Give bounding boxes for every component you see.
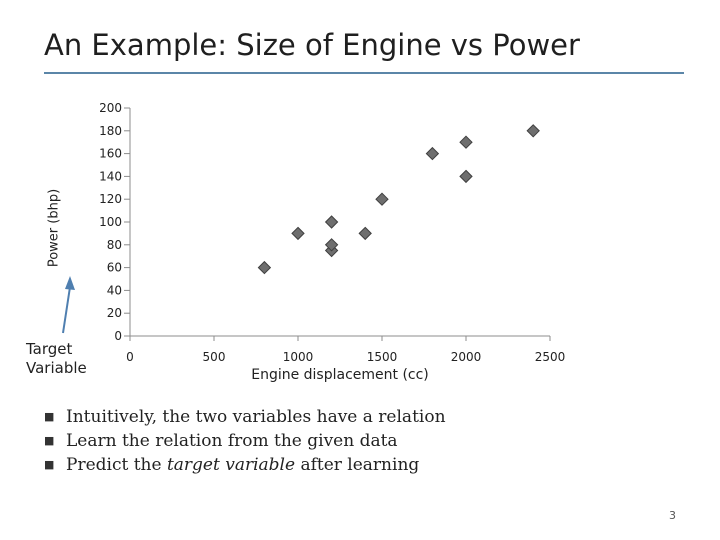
y-axis-label: Power (bhp) <box>46 188 62 268</box>
bullet-item <box>44 405 446 429</box>
bullet-item <box>44 453 446 477</box>
y-tick-label: 60 <box>106 260 122 275</box>
scatter-point <box>460 170 472 182</box>
bullet-text: Learn the relation from the given data <box>66 431 398 451</box>
scatter-point <box>376 193 388 205</box>
scatter-point <box>426 148 438 160</box>
x-tick-label: 1500 <box>366 350 398 364</box>
y-tick-label: 100 <box>99 215 122 229</box>
target-arrow-head <box>65 276 75 290</box>
scatter-point <box>258 262 270 274</box>
scatter-point <box>292 227 304 239</box>
bullet-text: Intuitively, the two variables have a relation <box>66 407 446 427</box>
scatter-point <box>527 125 539 137</box>
square-bullet-icon: ■ <box>44 434 55 447</box>
target-arrow-line <box>63 287 70 333</box>
square-bullet-icon: ■ <box>44 410 55 423</box>
x-tick-label: 2500 <box>534 350 566 364</box>
target-label-line1: Target <box>26 340 73 358</box>
y-tick-label: 0 <box>114 329 122 343</box>
bullet-text: Predict the <box>66 455 167 475</box>
slide-title: An Example: Size of Engine vs Power <box>44 28 580 62</box>
y-tick-label: 160 <box>99 146 122 161</box>
y-tick-label: 200 <box>99 101 122 115</box>
y-tick-label: 20 <box>106 306 122 321</box>
x-tick-label: 0 <box>126 350 134 364</box>
y-tick-label: 40 <box>106 283 122 298</box>
scatter-point <box>359 227 371 239</box>
scatter-point <box>460 136 472 148</box>
bullet-text: after learning <box>295 455 420 475</box>
y-tick-label: 140 <box>99 169 122 184</box>
y-tick-label: 180 <box>99 123 122 138</box>
scatter-point <box>326 216 338 228</box>
x-tick-label: 2000 <box>450 350 482 364</box>
bullet-item <box>44 429 446 453</box>
target-label-line2: Variable <box>26 359 87 377</box>
x-tick-label: 1000 <box>282 350 314 364</box>
bullet-list <box>44 405 446 477</box>
square-bullet-icon: ■ <box>44 458 55 471</box>
y-tick-label: 80 <box>106 237 122 252</box>
bullet-emphasis: target variable <box>166 455 296 475</box>
x-tick-label: 500 <box>202 350 226 364</box>
x-axis-label: Engine displacement (cc) <box>251 367 429 383</box>
target-variable-label <box>26 340 87 378</box>
y-tick-label: 120 <box>99 192 122 207</box>
page-number: 3 <box>669 509 676 522</box>
